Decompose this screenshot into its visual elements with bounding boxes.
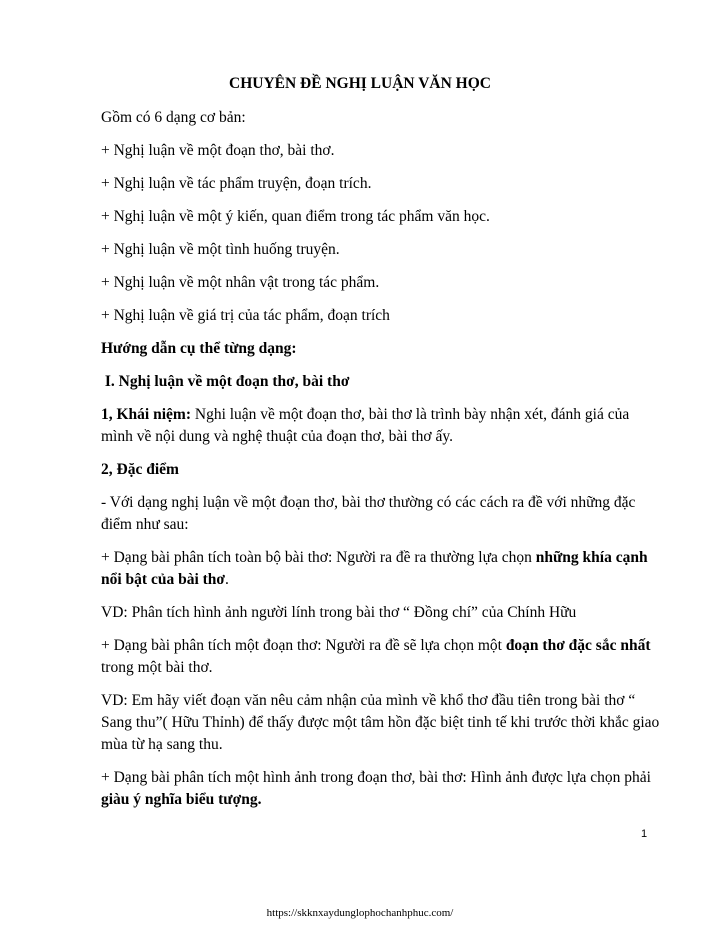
type-item: + Nghị luận về giá trị của tác phẩm, đoạn trích [101,307,390,324]
type-item: + Nghị luận về một tình huống truyện. [101,241,340,258]
type-item: + Nghị luận về một nhân vật trong tác phẩm. [101,274,380,291]
concept-text: Nghi luận về một đoạn thơ, bài thơ là trình bày nhận xét, đánh giá của mình về nội dung và nghệ thuật của đoạn thơ, bài thơ ấy. [101,406,630,445]
features-heading: 2, Đặc điểm [101,461,179,478]
page-number: 1 [641,828,648,840]
example-paragraph: VD: Em hãy viết đoạn văn nêu cảm nhận của mình về khổ thơ đầu tiên trong bài thơ “ Sang thu”( Hữu Thỉnh) để thấy được một tâm hồn đặc biệt tinh tế khi trước thời khắc giao mùa từ hạ sang thu. [101,692,660,753]
form-emphasis: đoạn thơ đặc sắc nhất [505,637,651,654]
concept-label: 1, Khái niệm: [101,406,191,423]
intro-paragraph: Gồm có 6 dạng cơ bản: [101,109,246,126]
section-heading: I. Nghị luận về một đoạn thơ, bài thơ [101,373,350,390]
document-body [101,107,661,822]
form-paragraph [101,547,661,591]
form-emphasis: những khía cạnh nổi bật của bài thơ [101,549,648,588]
form-text: + Dạng bài phân tích một đoạn thơ: Người ra đề sẽ lựa chọn một [101,637,506,654]
guide-heading: Hướng dẫn cụ thể từng dạng: [101,340,297,357]
features-intro: - Với dạng nghị luận về một đoạn thơ, bài thơ thường có các cách ra đề với những đặc điểm như sau: [101,494,636,533]
form-end: trong một bài thơ. [101,659,213,676]
form-emphasis: giàu ý nghĩa biểu tượng. [101,791,262,808]
type-item: + Nghị luận về tác phẩm truyện, đoạn trích. [101,175,372,192]
example-paragraph: VD: Phân tích hình ảnh người lính trong bài thơ “ Đồng chí” của Chính Hữu [101,604,577,621]
form-end: . [225,571,229,588]
type-item: + Nghị luận về một ý kiến, quan điểm trong tác phẩm văn học. [101,208,490,225]
form-paragraph [101,767,661,811]
form-text: + Dạng bài phân tích một hình ảnh trong đoạn thơ, bài thơ: Hình ảnh được lựa chọn phải [101,769,651,786]
document-title: CHUYÊN ĐỀ NGHỊ LUẬN VĂN HỌC [229,75,491,92]
footer-url: https://skknxaydunglophochanhphuc.com/ [266,907,454,919]
type-item: + Nghị luận về một đoạn thơ, bài thơ. [101,142,335,159]
form-paragraph [101,635,661,679]
concept-paragraph [101,404,661,448]
form-text: + Dạng bài phân tích toàn bộ bài thơ: Người ra đề ra thường lựa chọn [101,549,536,566]
